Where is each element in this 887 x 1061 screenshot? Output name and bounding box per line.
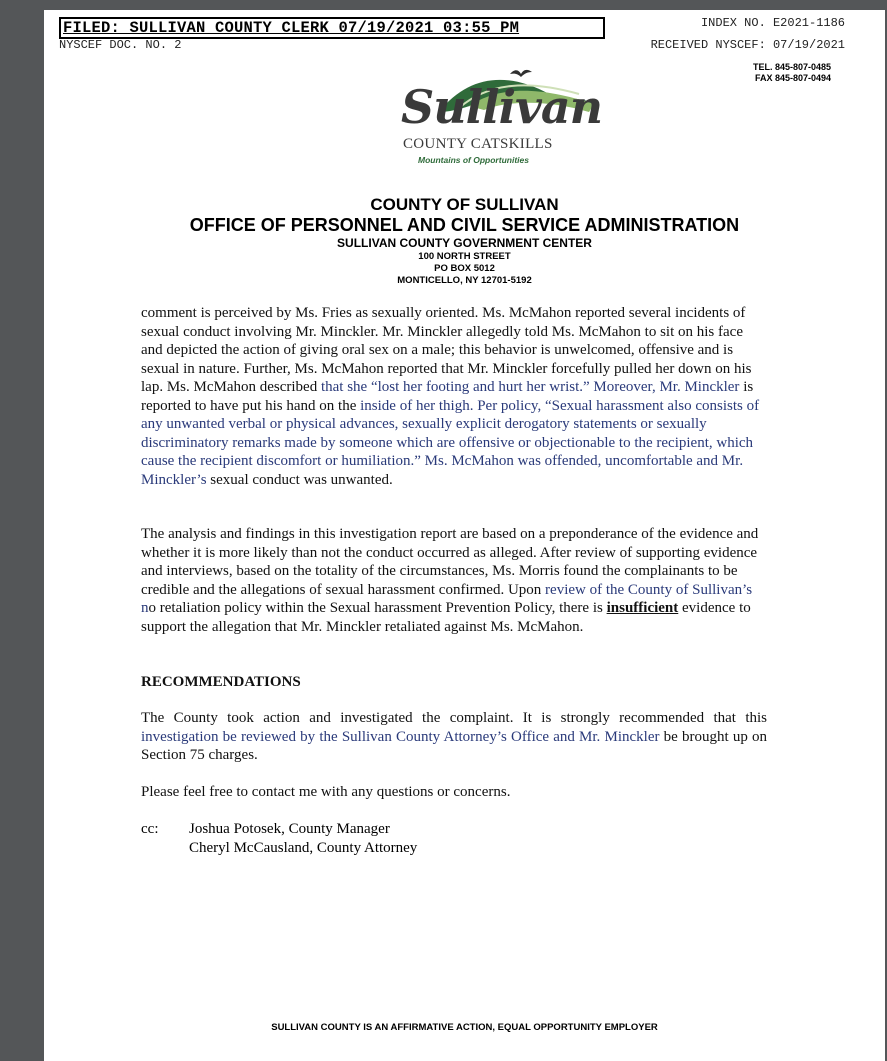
paragraph-recommendation [141,709,767,765]
paragraph-analysis [141,525,767,636]
government-center: SULLIVAN COUNTY GOVERNMENT CENTER [337,236,592,250]
index-number: INDEX NO. E2021-1186 [700,16,845,30]
text-segment: inside of her thigh. Per policy, “Sexual harassment also consists of any unwanted verbal or physical advances, sexually explicit derogatory statements or sexually discriminatory remarks made by someone which are offensive or objectionable to the recipient, which cause the recipient discomfort or humiliation.” Ms. McMahon was offended, uncomfortable and Mr. Minckler’s [141,397,760,488]
closing-sentence: Please feel free to contact me with any questions or concerns. [141,784,511,800]
office-title: OFFICE OF PERSONNEL AND CIVIL SERVICE ADMINISTRATION [189,215,740,235]
filed-stamp: FILED: SULLIVAN COUNTY CLERK 07/19/2021 03:55 PM [59,17,605,39]
text-segment: comment is perceived by Ms. Fries as sexually oriented. Ms. McMahon reported several incidents of sexual conduct involving Mr. Minckler. Mr. Minckler allegedly told Ms. McMahon to sit on his face and depicted the action of giving oral sex on a male; this behavior is unwelcomed, offensive and is sexual in nature. Further, Ms. McMahon reported that Mr. Minckler forcefully pulled her down on his lap. Ms. McMahon described [141,305,752,395]
emphasis-insufficient: insufficient [606,600,679,616]
logo-county-catskills: COUNTY CATSKILLS [403,136,553,152]
text-segment: investigation be reviewed by the Sullivan County Attorney’s Office and Mr. Minckler [141,728,660,745]
fax-number: FAX 845-807-0494 [754,73,831,83]
document-page [44,10,885,1061]
text-segment: review of the County of Sullivan’s n [141,581,753,616]
text-segment: that she “lost her footing and hurt her wrist.” Moreover, Mr. Minckler [320,379,740,395]
tel-number: TEL. 845-807-0485 [752,62,831,72]
text-segment: sexual conduct was unwanted. [206,471,393,488]
cc-recipient: Cheryl McCausland, County Attorney [189,839,418,856]
bird-icon [509,66,533,80]
cc-label: cc: [141,821,159,837]
text-segment: The County took action and investigated the complaint. It is strongly recommended that this [141,710,767,726]
text-segment: The analysis and findings in this investigation report are based on a preponderance of the evidence and whether it is more likely than not the conduct occurred as alleged. After review of supporting evidence and interviews, based on the totality of the circumstances, Ms. Morris found the complainants to be credible and the allegations of sexual harassment confirmed. Upon [141,526,759,598]
county-logo [399,64,603,184]
county-title: COUNTY OF SULLIVAN [370,195,559,214]
city-address: MONTICELLO, NY 12701-5192 [397,275,532,286]
text-segment: evidence to support the allegation that Mr. Minckler retaliated against Ms. McMahon. [141,600,751,635]
received-date: RECEIVED NYSCEF: 07/19/2021 [650,38,845,52]
text-segment: o retaliation policy within the Sexual harassment Prevention Policy, there is [148,600,607,616]
logo-script: Sullivan [401,80,603,134]
logo-tagline: Mountains of Opportunities [418,155,529,165]
text-segment: be brought up on Section 75 charges. [141,728,768,763]
street-address: 100 NORTH STREET [418,251,511,262]
footer-statement: SULLIVAN COUNTY IS AN AFFIRMATIVE ACTION, EQUAL OPPORTUNITY EMPLOYER [271,1022,658,1033]
text-segment: is reported to have put his hand on the [141,379,754,414]
recommendations-heading: RECOMMENDATIONS [141,674,301,690]
cc-recipient: Joshua Potosek, County Manager [189,821,390,837]
paragraph-findings [141,304,767,489]
doc-number: NYSCEF DOC. NO. 2 [59,38,182,52]
po-box: PO BOX 5012 [434,263,495,274]
